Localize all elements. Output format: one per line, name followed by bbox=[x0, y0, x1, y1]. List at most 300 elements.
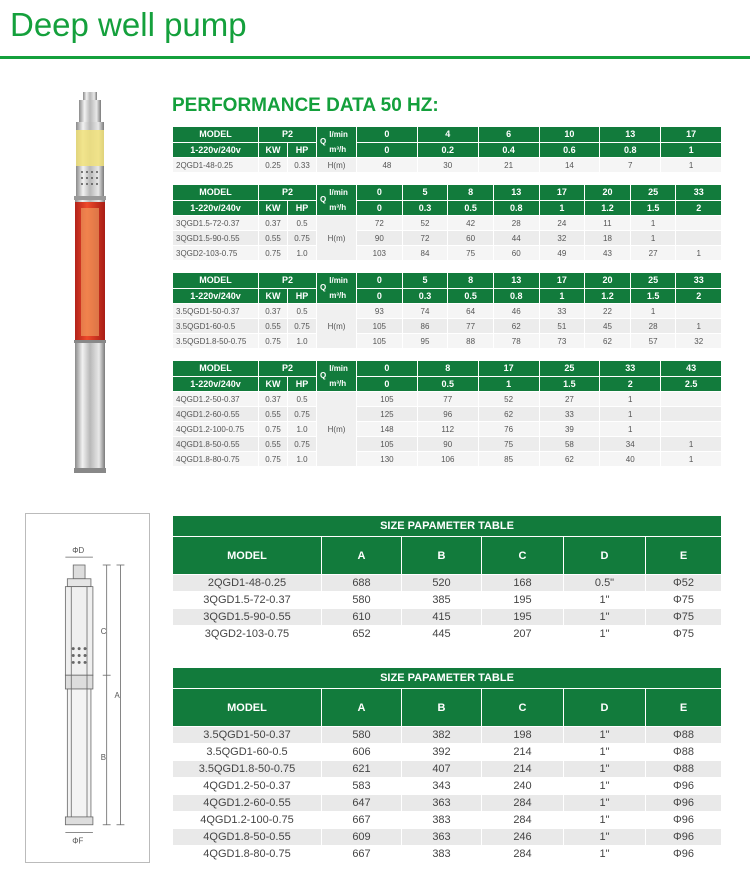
head-value-cell: 64 bbox=[448, 304, 494, 319]
kw-cell: 0.55 bbox=[259, 231, 288, 246]
head-value-cell bbox=[676, 216, 722, 231]
head-value-cell: 57 bbox=[630, 334, 676, 349]
model-cell: 4QGD1.2-100-0.75 bbox=[173, 422, 259, 437]
dimension-cell: 382 bbox=[402, 727, 482, 744]
flow-m3h-value: 0.8 bbox=[493, 200, 539, 216]
column-header: B bbox=[402, 689, 482, 727]
flow-m3h-value: 0.4 bbox=[478, 142, 539, 158]
performance-table bbox=[172, 360, 722, 467]
head-value-cell: 62 bbox=[493, 319, 539, 334]
flow-lmin-value: 17 bbox=[539, 185, 585, 201]
model-cell: 2QGD1-48-0.25 bbox=[173, 158, 259, 173]
column-header: A bbox=[322, 689, 402, 727]
dim-label-a: A bbox=[114, 690, 120, 700]
flow-lmin-value: 10 bbox=[539, 127, 600, 143]
size-parameter-table bbox=[172, 515, 722, 643]
unit-m3h: m³/h bbox=[329, 291, 347, 300]
flow-m3h-value: 0.5 bbox=[448, 288, 494, 304]
hp-cell: 0.75 bbox=[288, 319, 317, 334]
flow-m3h-value: 1.5 bbox=[539, 376, 600, 392]
head-value-cell: 96 bbox=[417, 407, 478, 422]
performance-table bbox=[172, 184, 722, 261]
flow-m3h-value: 0.3 bbox=[402, 200, 448, 216]
flow-lmin-value: 0 bbox=[357, 185, 403, 201]
head-value-cell: 14 bbox=[539, 158, 600, 173]
flow-m3h-value: 0.8 bbox=[493, 288, 539, 304]
head-value-cell: 95 bbox=[402, 334, 448, 349]
q-label: Q bbox=[320, 195, 327, 205]
head-value-cell: 7 bbox=[600, 158, 661, 173]
model-cell: 4QGD1.8-50-0.55 bbox=[173, 437, 259, 452]
column-header-hp: HP bbox=[288, 376, 317, 392]
head-value-cell: 105 bbox=[357, 392, 418, 407]
flow-lmin-value: 13 bbox=[493, 185, 539, 201]
column-header: E bbox=[646, 537, 722, 575]
head-value-cell: 60 bbox=[448, 231, 494, 246]
head-value-cell: 93 bbox=[357, 304, 403, 319]
head-value-cell: 62 bbox=[585, 334, 631, 349]
head-value-cell: 1 bbox=[661, 158, 722, 173]
flow-lmin-value: 17 bbox=[661, 127, 722, 143]
column-header-kw: KW bbox=[259, 288, 288, 304]
head-label: H(m) bbox=[317, 304, 357, 349]
table-row bbox=[173, 795, 722, 812]
head-value-cell: 86 bbox=[402, 319, 448, 334]
flow-m3h-value: 0.5 bbox=[417, 376, 478, 392]
head-value-cell: 1 bbox=[600, 407, 661, 422]
head-value-cell: 33 bbox=[539, 407, 600, 422]
dimension-cell: 214 bbox=[482, 761, 564, 778]
column-header-model: MODEL bbox=[173, 273, 259, 289]
head-value-cell: 88 bbox=[448, 334, 494, 349]
head-value-cell: 27 bbox=[539, 392, 600, 407]
hp-cell: 1.0 bbox=[288, 422, 317, 437]
column-header: MODEL bbox=[173, 537, 322, 575]
column-header: C bbox=[482, 689, 564, 727]
size-table-caption: SIZE PAPAMETER TABLE bbox=[173, 668, 722, 689]
head-value-cell: 33 bbox=[539, 304, 585, 319]
column-header-voltage: 1-220v/240v bbox=[173, 200, 259, 216]
table-row bbox=[173, 575, 722, 592]
model-cell: 3QGD1.5-90-0.55 bbox=[173, 231, 259, 246]
table-row bbox=[173, 246, 722, 261]
dimension-cell: 1" bbox=[564, 727, 646, 744]
model-cell: 3QGD2-103-0.75 bbox=[173, 246, 259, 261]
head-value-cell: 106 bbox=[417, 452, 478, 467]
head-value-cell: 1 bbox=[676, 319, 722, 334]
table-row bbox=[173, 231, 722, 246]
model-cell: 3.5QGD1-50-0.37 bbox=[173, 304, 259, 319]
head-value-cell: 85 bbox=[478, 452, 539, 467]
unit-lmin: l/min bbox=[329, 364, 348, 373]
table-row bbox=[173, 761, 722, 778]
head-value-cell bbox=[661, 407, 722, 422]
dimension-cell: 520 bbox=[402, 575, 482, 592]
dimension-cell: 1" bbox=[564, 609, 646, 626]
model-cell: 4QGD1.2-60-0.55 bbox=[173, 407, 259, 422]
flow-m3h-value: 1.2 bbox=[585, 288, 631, 304]
table-row bbox=[173, 216, 722, 231]
flow-lmin-value: 8 bbox=[448, 185, 494, 201]
dimension-cell: 363 bbox=[402, 795, 482, 812]
head-value-cell: 18 bbox=[585, 231, 631, 246]
head-value-cell: 130 bbox=[357, 452, 418, 467]
flow-m3h-value: 0.6 bbox=[539, 142, 600, 158]
column-header: C bbox=[482, 537, 564, 575]
column-header-model: MODEL bbox=[173, 127, 259, 143]
head-value-cell: 103 bbox=[357, 246, 403, 261]
flow-m3h-value: 0.5 bbox=[448, 200, 494, 216]
table-row bbox=[173, 319, 722, 334]
head-value-cell: 62 bbox=[478, 407, 539, 422]
head-value-cell: 24 bbox=[539, 216, 585, 231]
column-header-q bbox=[317, 361, 357, 392]
dimension-cell: 1" bbox=[564, 744, 646, 761]
flow-lmin-value: 20 bbox=[585, 185, 631, 201]
dimension-cell: Φ96 bbox=[646, 846, 722, 863]
kw-cell: 0.55 bbox=[259, 407, 288, 422]
table-row bbox=[173, 626, 722, 643]
column-header-model: MODEL bbox=[173, 185, 259, 201]
head-value-cell: 105 bbox=[357, 319, 403, 334]
dimension-cell: 195 bbox=[482, 592, 564, 609]
dimension-cell: Φ96 bbox=[646, 778, 722, 795]
table-row bbox=[173, 422, 722, 437]
head-value-cell: 58 bbox=[539, 437, 600, 452]
flow-m3h-value: 0.8 bbox=[600, 142, 661, 158]
hp-cell: 1.0 bbox=[288, 334, 317, 349]
size-table-caption: SIZE PAPAMETER TABLE bbox=[173, 516, 722, 537]
flow-lmin-value: 13 bbox=[493, 273, 539, 289]
flow-m3h-value: 1 bbox=[478, 376, 539, 392]
model-cell: 3.5QGD1.8-50-0.75 bbox=[173, 761, 322, 778]
dimension-cell: 1" bbox=[564, 778, 646, 795]
dimension-cell: 647 bbox=[322, 795, 402, 812]
table-row bbox=[173, 829, 722, 846]
flow-lmin-value: 6 bbox=[478, 127, 539, 143]
head-value-cell: 43 bbox=[585, 246, 631, 261]
head-value-cell: 74 bbox=[402, 304, 448, 319]
dimension-cell: 415 bbox=[402, 609, 482, 626]
head-value-cell: 73 bbox=[539, 334, 585, 349]
flow-lmin-value: 0 bbox=[357, 127, 418, 143]
dimension-cell: 610 bbox=[322, 609, 402, 626]
flow-m3h-value: 0 bbox=[357, 376, 418, 392]
head-value-cell bbox=[676, 304, 722, 319]
head-value-cell bbox=[661, 392, 722, 407]
q-label: Q bbox=[320, 283, 327, 293]
column-header: B bbox=[402, 537, 482, 575]
dimension-cell: 1" bbox=[564, 592, 646, 609]
head-value-cell: 52 bbox=[478, 392, 539, 407]
model-cell: 4QGD1.2-50-0.37 bbox=[173, 392, 259, 407]
dimension-cell: 240 bbox=[482, 778, 564, 795]
flow-lmin-value: 17 bbox=[478, 361, 539, 377]
dimension-cell: 246 bbox=[482, 829, 564, 846]
head-value-cell: 42 bbox=[448, 216, 494, 231]
flow-lmin-value: 25 bbox=[630, 185, 676, 201]
dimension-cell: 1" bbox=[564, 761, 646, 778]
table-row bbox=[173, 452, 722, 467]
dimension-cell: Φ96 bbox=[646, 829, 722, 846]
table-row bbox=[173, 846, 722, 863]
head-value-cell: 34 bbox=[600, 437, 661, 452]
model-cell: 4QGD1.2-100-0.75 bbox=[173, 812, 322, 829]
hp-cell: 1.0 bbox=[288, 452, 317, 467]
table-row bbox=[173, 592, 722, 609]
column-header-q bbox=[317, 273, 357, 304]
dimension-cell: 1" bbox=[564, 812, 646, 829]
dimension-cell: 385 bbox=[402, 592, 482, 609]
kw-cell: 0.37 bbox=[259, 392, 288, 407]
column-header: E bbox=[646, 689, 722, 727]
dimension-cell: 383 bbox=[402, 846, 482, 863]
model-cell: 3.5QGD1-60-0.5 bbox=[173, 744, 322, 761]
head-value-cell: 39 bbox=[539, 422, 600, 437]
dimension-cell: 284 bbox=[482, 846, 564, 863]
head-value-cell: 1 bbox=[630, 231, 676, 246]
column-header-hp: HP bbox=[288, 142, 317, 158]
column-header-voltage: 1-220v/240v bbox=[173, 288, 259, 304]
column-header-kw: KW bbox=[259, 376, 288, 392]
dim-label-d: ΦD bbox=[72, 546, 85, 556]
head-value-cell: 77 bbox=[448, 319, 494, 334]
column-header-p2: P2 bbox=[259, 185, 317, 201]
dim-label-b: B bbox=[100, 752, 107, 762]
head-value-cell: 1 bbox=[676, 246, 722, 261]
model-cell: 4QGD1.8-50-0.55 bbox=[173, 829, 322, 846]
flow-lmin-value: 20 bbox=[585, 273, 631, 289]
flow-m3h-value: 0 bbox=[357, 200, 403, 216]
head-value-cell bbox=[676, 231, 722, 246]
head-value-cell bbox=[661, 422, 722, 437]
column-header-voltage: 1-220v/240v bbox=[173, 376, 259, 392]
head-value-cell: 52 bbox=[402, 216, 448, 231]
flow-m3h-value: 1 bbox=[539, 200, 585, 216]
table-row bbox=[173, 744, 722, 761]
hp-cell: 0.75 bbox=[288, 407, 317, 422]
table-row bbox=[173, 778, 722, 795]
q-label: Q bbox=[320, 371, 327, 381]
column-header: MODEL bbox=[173, 689, 322, 727]
head-value-cell: 1 bbox=[661, 452, 722, 467]
dimension-cell: 580 bbox=[322, 727, 402, 744]
head-value-cell: 51 bbox=[539, 319, 585, 334]
head-value-cell: 90 bbox=[357, 231, 403, 246]
column-header: D bbox=[564, 537, 646, 575]
column-header: D bbox=[564, 689, 646, 727]
head-value-cell: 105 bbox=[357, 437, 418, 452]
flow-m3h-value: 2 bbox=[676, 200, 722, 216]
flow-lmin-value: 43 bbox=[661, 361, 722, 377]
head-label: H(m) bbox=[317, 392, 357, 467]
kw-cell: 0.37 bbox=[259, 304, 288, 319]
head-value-cell: 11 bbox=[585, 216, 631, 231]
dimension-cell: 621 bbox=[322, 761, 402, 778]
hp-cell: 0.5 bbox=[288, 304, 317, 319]
head-value-cell: 28 bbox=[493, 216, 539, 231]
dimension-cell: Φ75 bbox=[646, 609, 722, 626]
flow-lmin-value: 25 bbox=[630, 273, 676, 289]
kw-cell: 0.55 bbox=[259, 437, 288, 452]
model-cell: 4QGD1.2-50-0.37 bbox=[173, 778, 322, 795]
head-value-cell: 62 bbox=[539, 452, 600, 467]
head-value-cell: 1 bbox=[600, 392, 661, 407]
flow-lmin-value: 33 bbox=[600, 361, 661, 377]
flow-m3h-value: 1 bbox=[539, 288, 585, 304]
hp-cell: 0.5 bbox=[288, 392, 317, 407]
dimension-cell: 343 bbox=[402, 778, 482, 795]
hp-cell: 0.33 bbox=[288, 158, 317, 173]
performance-table bbox=[172, 272, 722, 349]
head-value-cell: 27 bbox=[630, 246, 676, 261]
model-cell: 3QGD1.5-72-0.37 bbox=[173, 216, 259, 231]
size-parameter-table bbox=[172, 667, 722, 863]
unit-lmin: l/min bbox=[329, 188, 348, 197]
head-value-cell: 46 bbox=[493, 304, 539, 319]
flow-lmin-value: 17 bbox=[539, 273, 585, 289]
dimension-cell: Φ75 bbox=[646, 626, 722, 643]
dimension-cell: Φ88 bbox=[646, 727, 722, 744]
model-cell: 3.5QGD1-60-0.5 bbox=[173, 319, 259, 334]
q-label: Q bbox=[320, 137, 327, 147]
head-value-cell: 28 bbox=[630, 319, 676, 334]
head-value-cell: 105 bbox=[357, 334, 403, 349]
head-value-cell: 32 bbox=[676, 334, 722, 349]
dimension-cell: 667 bbox=[322, 846, 402, 863]
table-row bbox=[173, 812, 722, 829]
table-row bbox=[173, 392, 722, 407]
dimension-cell: 1" bbox=[564, 829, 646, 846]
head-value-cell: 75 bbox=[448, 246, 494, 261]
head-value-cell: 125 bbox=[357, 407, 418, 422]
flow-lmin-value: 0 bbox=[357, 273, 403, 289]
dimension-cell: 1" bbox=[564, 795, 646, 812]
table-row bbox=[173, 334, 722, 349]
head-value-cell: 48 bbox=[357, 158, 418, 173]
column-header-p2: P2 bbox=[259, 361, 317, 377]
hp-cell: 0.75 bbox=[288, 231, 317, 246]
kw-cell: 0.25 bbox=[259, 158, 288, 173]
dimension-cell: 688 bbox=[322, 575, 402, 592]
column-header-hp: HP bbox=[288, 200, 317, 216]
table-row bbox=[173, 407, 722, 422]
dimension-cell: 284 bbox=[482, 812, 564, 829]
flow-lmin-value: 25 bbox=[539, 361, 600, 377]
flow-m3h-value: 0 bbox=[357, 288, 403, 304]
flow-m3h-value: 0 bbox=[357, 142, 418, 158]
performance-table bbox=[172, 126, 722, 173]
kw-cell: 0.75 bbox=[259, 246, 288, 261]
head-value-cell: 84 bbox=[402, 246, 448, 261]
page-title: Deep well pump bbox=[10, 6, 247, 43]
dimension-cell: 583 bbox=[322, 778, 402, 795]
model-cell: 4QGD1.8-80-0.75 bbox=[173, 846, 322, 863]
flow-lmin-value: 8 bbox=[417, 361, 478, 377]
dimension-cell: 445 bbox=[402, 626, 482, 643]
dimension-cell: Φ52 bbox=[646, 575, 722, 592]
flow-lmin-value: 33 bbox=[676, 273, 722, 289]
table-row bbox=[173, 727, 722, 744]
flow-lmin-value: 5 bbox=[402, 185, 448, 201]
dimension-cell: Φ88 bbox=[646, 761, 722, 778]
head-value-cell: 60 bbox=[493, 246, 539, 261]
column-header-p2: P2 bbox=[259, 127, 317, 143]
head-value-cell: 77 bbox=[417, 392, 478, 407]
head-value-cell: 32 bbox=[539, 231, 585, 246]
unit-m3h: m³/h bbox=[329, 203, 347, 212]
head-value-cell: 72 bbox=[357, 216, 403, 231]
model-cell: 3QGD2-103-0.75 bbox=[173, 626, 322, 643]
column-header-q bbox=[317, 127, 357, 158]
pump-product-image bbox=[60, 90, 120, 475]
dimension-cell: 207 bbox=[482, 626, 564, 643]
dimension-cell: 363 bbox=[402, 829, 482, 846]
flow-lmin-value: 0 bbox=[357, 361, 418, 377]
dim-label-c: C bbox=[100, 626, 107, 636]
dimension-cell: 168 bbox=[482, 575, 564, 592]
dimension-cell: 383 bbox=[402, 812, 482, 829]
flow-m3h-value: 1.2 bbox=[585, 200, 631, 216]
flow-m3h-value: 1.5 bbox=[630, 288, 676, 304]
flow-lmin-value: 5 bbox=[402, 273, 448, 289]
unit-m3h: m³/h bbox=[329, 379, 347, 388]
flow-m3h-value: 2.5 bbox=[661, 376, 722, 392]
model-cell: 4QGD1.8-80-0.75 bbox=[173, 452, 259, 467]
head-value-cell: 22 bbox=[585, 304, 631, 319]
table-row bbox=[173, 158, 722, 173]
head-label: H(m) bbox=[317, 216, 357, 261]
dimension-cell: 1" bbox=[564, 626, 646, 643]
flow-m3h-value: 1.5 bbox=[630, 200, 676, 216]
dimension-cell: Φ75 bbox=[646, 592, 722, 609]
flow-m3h-value: 0.3 bbox=[402, 288, 448, 304]
column-header-kw: KW bbox=[259, 142, 288, 158]
head-value-cell: 75 bbox=[478, 437, 539, 452]
head-value-cell: 44 bbox=[493, 231, 539, 246]
table-row bbox=[173, 304, 722, 319]
column-header: A bbox=[322, 537, 402, 575]
kw-cell: 0.75 bbox=[259, 334, 288, 349]
flow-lmin-value: 13 bbox=[600, 127, 661, 143]
flow-lmin-value: 4 bbox=[417, 127, 478, 143]
model-cell: 3.5QGD1.8-50-0.75 bbox=[173, 334, 259, 349]
table-row bbox=[173, 609, 722, 626]
flow-m3h-value: 2 bbox=[600, 376, 661, 392]
column-header-kw: KW bbox=[259, 200, 288, 216]
dimension-cell: Φ96 bbox=[646, 812, 722, 829]
flow-lmin-value: 8 bbox=[448, 273, 494, 289]
head-value-cell: 1 bbox=[600, 422, 661, 437]
dimension-cell: 652 bbox=[322, 626, 402, 643]
model-cell: 3QGD1.5-72-0.37 bbox=[173, 592, 322, 609]
table-row bbox=[173, 437, 722, 452]
model-cell: 4QGD1.2-60-0.55 bbox=[173, 795, 322, 812]
dimension-cell: 195 bbox=[482, 609, 564, 626]
head-value-cell: 30 bbox=[417, 158, 478, 173]
flow-lmin-value: 33 bbox=[676, 185, 722, 201]
head-value-cell: 49 bbox=[539, 246, 585, 261]
dimension-cell: 407 bbox=[402, 761, 482, 778]
head-value-cell: 21 bbox=[478, 158, 539, 173]
flow-m3h-value: 2 bbox=[676, 288, 722, 304]
head-value-cell: 90 bbox=[417, 437, 478, 452]
dimension-cell: 606 bbox=[322, 744, 402, 761]
model-cell: 3QGD1.5-90-0.55 bbox=[173, 609, 322, 626]
dimension-cell: 284 bbox=[482, 795, 564, 812]
column-header-q bbox=[317, 185, 357, 216]
kw-cell: 0.37 bbox=[259, 216, 288, 231]
